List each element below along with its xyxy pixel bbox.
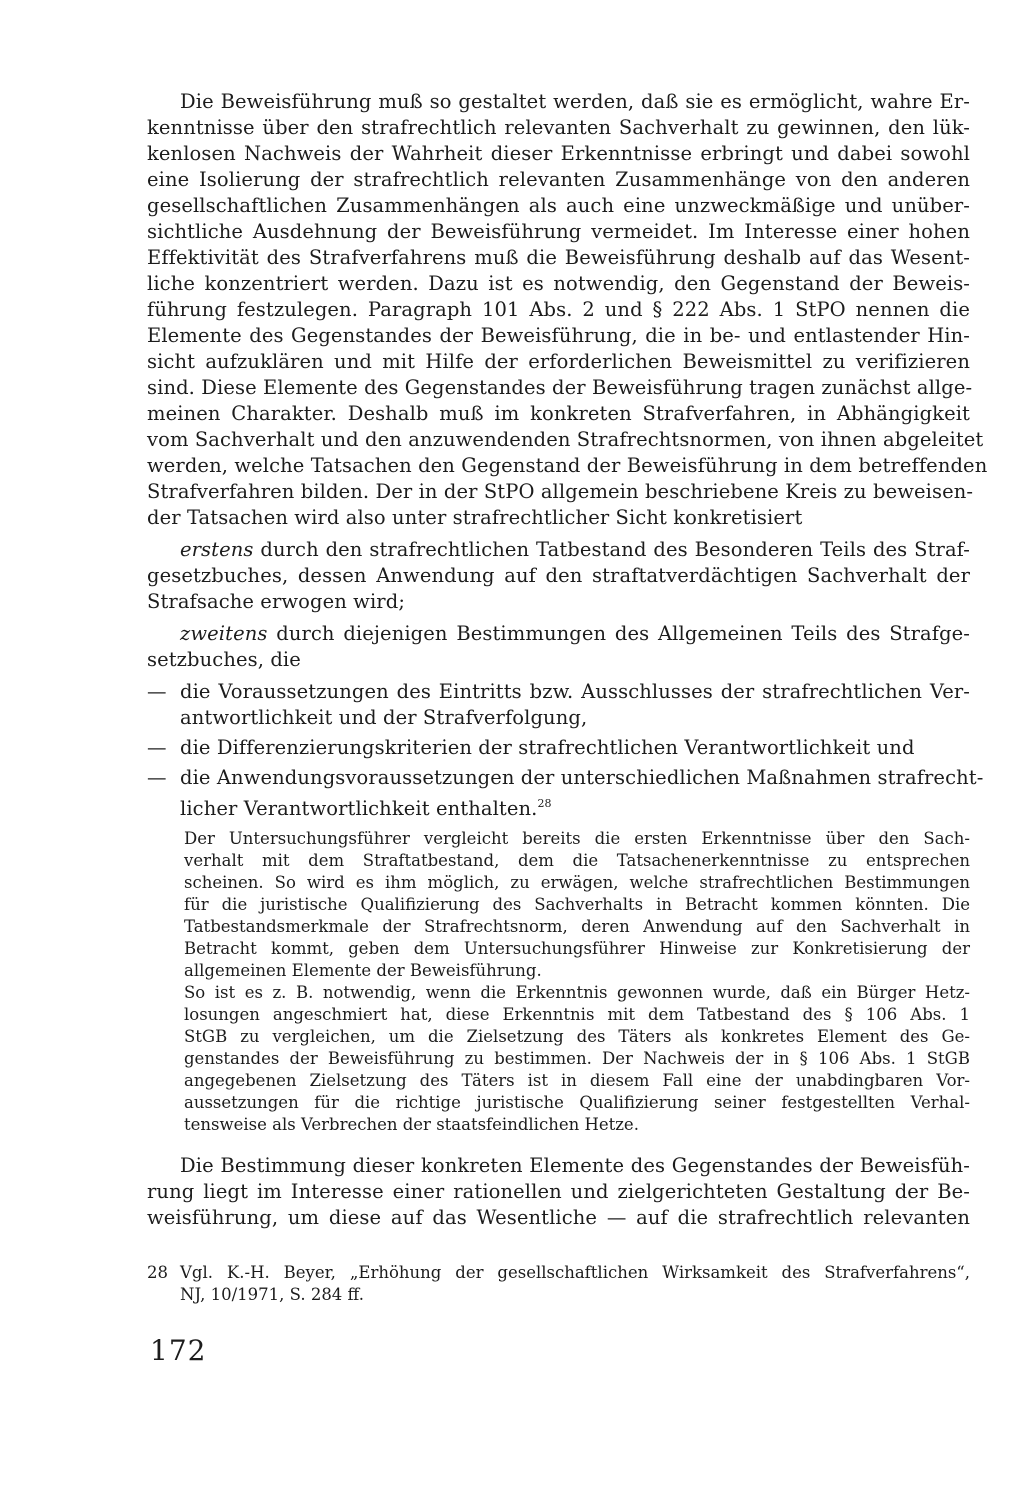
list-item-text: licher Verantwortlichkeit enthalten. [180, 797, 538, 820]
erstens-line [180, 537, 970, 563]
small-print-line: Der Untersuchungsführer vergleicht bereits die ersten Erkenntnisse über den Sach- [184, 829, 970, 848]
paragraph-line: sicht aufzuklären und mit Hilfe der erforderlichen Beweismittel zu verifizieren [147, 350, 970, 373]
dash-bullet: — [147, 680, 167, 703]
paragraph-line: eine Isolierung der strafrechtlich relevanten Zusammenhänge von den anderen [147, 168, 970, 191]
small-print-line: allgemeinen Elemente der Beweisführung. [184, 961, 542, 980]
page-number: 172 [150, 1334, 207, 1367]
dash-bullet: — [147, 766, 167, 789]
paragraph-line: liche konzentriert werden. Dazu ist es notwendig, den Gegenstand der Beweis- [147, 272, 970, 295]
small-print-line: StGB zu vergleichen, um die Zielsetzung des Täters als konkretes Element des Ge- [184, 1027, 970, 1046]
erstens-label: erstens [180, 538, 254, 561]
small-print-line: Betracht kommt, geben dem Untersuchungsführer Hinweise zur Konkretisierung der [184, 939, 970, 958]
paragraph-line: kenlosen Nachweis der Wahrheit dieser Erkenntnisse erbringt und dabei sowohl [147, 142, 970, 165]
list-item-line: die Differenzierungskriterien der strafrechtlichen Verantwortlichkeit und [180, 736, 915, 759]
small-print-line: tensweise als Verbrechen der staatsfeindlichen Hetze. [184, 1115, 639, 1134]
small-print-line: angegebenen Zielsetzung des Täters ist in diesem Fall eine der unabdingbaren Vor- [184, 1071, 970, 1090]
small-print-line: für die juristische Qualifizierung des Sachverhalts in Betracht kommen könnten. Die [184, 895, 970, 914]
small-print-line: scheinen. So wird es ihm möglich, zu erwägen, welche strafrechtlichen Bestimmungen [184, 873, 970, 892]
list-item-line: die Voraussetzungen des Eintritts bzw. Ausschlusses der strafrechtlichen Ver- [180, 680, 970, 703]
list-item-line: antwortlichkeit und der Strafverfolgung, [180, 706, 588, 729]
footnote-number: 28 [147, 1263, 168, 1282]
small-print-line: aussetzungen für die richtige juristische Qualifizierung seiner festgestellten Verhal- [184, 1093, 970, 1112]
zweitens-label: zweitens [180, 622, 268, 645]
paragraph-line: führung festzulegen. Paragraph 101 Abs. 2 und § 222 Abs. 1 StPO nennen die [147, 298, 970, 321]
paragraph-line: Elemente des Gegenstandes der Beweisführung, die in be- und entlastender Hin- [147, 324, 970, 347]
footnote-line: NJ, 10/1971, S. 284 ff. [180, 1285, 364, 1304]
small-print-line: genstandes der Beweisführung zu bestimmen. Der Nachweis der in § 106 Abs. 1 StGB [184, 1049, 970, 1068]
small-print-line: Tatbestandsmerkmale der Strafrechtsnorm, deren Anwendung auf den Sachverhalt in [184, 917, 970, 936]
zweitens-line: setzbuches, die [147, 648, 301, 671]
paragraph-line: Effektivität des Strafverfahrens muß die Beweisführung deshalb auf das Wesent- [147, 246, 970, 269]
small-print-line: So ist es z. B. notwendig, wenn die Erkenntnis gewonnen wurde, daß ein Bürger Hetz- [184, 983, 970, 1002]
zweitens-line [180, 621, 970, 647]
paragraph-line: kenntnisse über den strafrechtlich relevanten Sachverhalt zu gewinnen, den lük- [147, 116, 970, 139]
paragraph-line: Die Bestimmung dieser konkreten Elemente des Gegenstandes der Beweisfüh- [180, 1154, 970, 1177]
small-print-line: losungen angeschmiert hat, diese Erkenntnis mit dem Tatbestand des § 106 Abs. 1 [184, 1005, 970, 1024]
paragraph-line: vom Sachverhalt und den anzuwendenden Strafrechtsnormen, von ihnen abgeleitet [147, 428, 984, 451]
paragraph-line: werden, welche Tatsachen den Gegenstand der Beweisführung in dem betreffenden [147, 454, 988, 477]
footnote-line: Vgl. K.-H. Beyer, „Erhöhung der gesellschaftlichen Wirksamkeit des Strafverfahrens“, [180, 1263, 970, 1282]
paragraph-line: Strafverfahren bilden. Der in der StPO allgemein beschriebene Kreis zu beweisen- [147, 480, 974, 503]
paragraph-line: der Tatsachen wird also unter strafrechtlicher Sicht konkretisiert [147, 506, 803, 529]
paragraph-line: gesellschaftlichen Zusammenhängen als auch eine unzweckmäßige und unüber- [147, 194, 970, 217]
small-print-line: verhalt mit dem Straftatbestand, dem die Tatsachenerkenntnisse zu entsprechen [184, 851, 970, 870]
paragraph-line: Die Beweisführung muß so gestaltet werden, daß sie es ermöglicht, wahre Er- [180, 90, 970, 113]
list-item-line: die Anwendungsvoraussetzungen der unterschiedlichen Maßnahmen strafrecht- [180, 766, 984, 789]
list-item-line [180, 791, 970, 822]
paragraph-line: sichtliche Ausdehnung der Beweisführung vermeidet. Im Interesse einer hohen [147, 220, 970, 243]
erstens-line: Strafsache erwogen wird; [147, 590, 405, 613]
zweitens-text: durch diejenigen Bestimmungen des Allgemeinen Teils des Strafge- [267, 622, 970, 645]
erstens-line: gesetzbuches, dessen Anwendung auf den straftatverdächtigen Sachverhalt der [147, 564, 970, 587]
paragraph-line: meinen Charakter. Deshalb muß im konkreten Strafverfahren, in Abhängigkeit [147, 402, 970, 425]
erstens-text: durch den strafrechtlichen Tatbestand des Besonderen Teils des Straf- [253, 538, 970, 561]
paragraph-line: rung liegt im Interesse einer rationellen und zielgerichteten Gestaltung der Be- [147, 1180, 970, 1203]
paragraph-line: weisführung, um diese auf das Wesentliche — auf die strafrechtlich relevanten [147, 1206, 970, 1229]
paragraph-line: sind. Diese Elemente des Gegenstandes der Beweisführung tragen zunächst allge- [147, 376, 973, 399]
dash-bullet: — [147, 736, 167, 759]
footnote-reference: 28 [537, 797, 552, 810]
